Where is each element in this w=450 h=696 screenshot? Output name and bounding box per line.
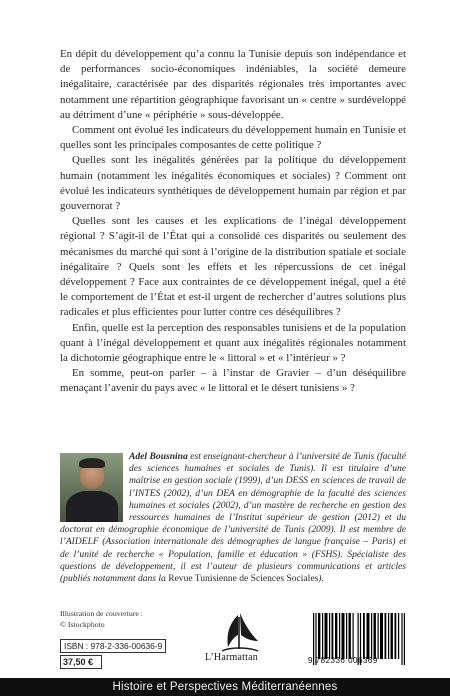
blurb-paragraph: Quelles sont les inégalités générées par la politique du développement humain (notamment les inégalités économiques et sociales) ? Comment ont évolué les indicateurs synthétiques de développement humain par région et par gouvernorat ? [60, 154, 406, 213]
author-name: Adel Bousnina [129, 451, 188, 462]
blurb [60, 47, 406, 397]
barcode-digits: 9 782336 006369 [308, 656, 378, 665]
author-bio [60, 451, 406, 585]
isbn-block [60, 639, 166, 669]
author-photo [60, 453, 123, 522]
isbn: ISBN : 978-2-336-00636-9 [60, 639, 166, 653]
blurb-paragraph: Comment ont évolué les indicateurs du développement humain en Tunisie et quelles sont les principales composantes de cette politique ? [60, 124, 406, 152]
publisher-name: L’Harmattan [205, 652, 258, 663]
blurb-paragraph: En somme, peut-on parler – à l’instar de Gravier – d’un déséquilibre menaçant l’avenir du pays avec « le littoral et le désert tunisiens » ? [60, 367, 406, 395]
blurb-paragraph: En dépit du développement qu’a connu la Tunisie depuis son indépendance et de performances socio-économiques indéniables, la société demeure inégalitaire, caractérisée par des disparités régionales très importantes avec notamment une répartition géographique favorisant un « centre » surdéveloppé au détriment d’une « périphérie » sous-développée. [60, 48, 406, 121]
journal-name: Revue Tunisienne de Sciences Sociales [168, 573, 319, 585]
series-footer [0, 678, 450, 696]
series-title: Histoire et Perspectives Méditerranéennes [112, 681, 338, 693]
cover-credit [60, 608, 143, 630]
cover-credit-label: Illustration de couverture : [60, 609, 143, 618]
author-bio-body: est enseignant-chercheur à l’université de Tunis (faculté des sciences humaines et sociales de Tunis). Il est titulaire d’une maîtrise en gestion sociale (1999), d’un DESS en sciences de travail de l’INTES (2002), d’un DEA en démographie de la faculté des sciences humaines et sociales (2002), d’un mastère de recherche en gestion des ressources humaines de l’Institut supérieur de gestion (2012) et du doctorat en démographie économique de l’université de Tunis (2009). Il est membre de l’AIDELF (Association internationale des démographes de langue française – Paris) et de l’unité de recherche « Population, famille et éducation » (FSHS). Spécialiste des questions de développement, il est l’auteur de plusieurs communications et articles (publiés notamment dans la [60, 451, 406, 585]
blurb-paragraph: Quelles sont les causes et les explications de l’inégal développement régional ? S’agit-il de l’État qui a consolidé ces disparités ou seulement des mécanismes du marché qui sont à l’origine de la distribution spatiale et sociale inégalitaire ? Quels sont les effets et les répercussions de cet inégal développement ? Face aux contraintes de ce développement inégal, quel a été le comportement de l’État et est-il urgent de rechercher d’autres solutions plus radicales et plus efficientes pour lutter contre ces déséquilibres ? [60, 215, 406, 319]
cover-credit-source: © Istockphoto [60, 620, 105, 629]
price: 37,50 € [60, 655, 102, 669]
blurb-paragraph: Enfin, quelle est la perception des responsables tunisiens et de la population quant à l’inégal développement et quant aux inégalités régionales notamment la dichotomie géographique entre le « littoral » et « l’intérieur » ? [60, 321, 406, 365]
author-bio-closing: ). [318, 573, 324, 585]
